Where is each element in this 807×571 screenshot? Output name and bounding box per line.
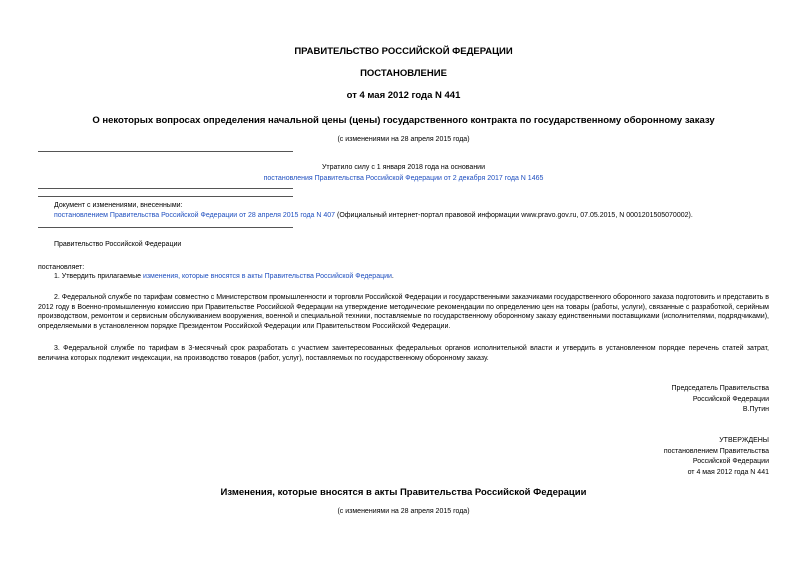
annex-title: Изменения, которые вносятся в акты Правительства Российской Федерации <box>220 487 587 498</box>
approval-heading: УТВЕРЖДЕНЫ <box>719 437 769 444</box>
amendments-link[interactable]: постановлением Правительства Российской Федерации от 28 апреля 2015 года N 407 <box>54 212 336 219</box>
document-title: О некоторых вопросах определения начальной цены (цены) государственного контракта по государственному оборонному заказу <box>92 115 715 126</box>
approval-line-3: Российской Федерации <box>692 458 769 465</box>
paragraph-3: 3. Федеральной службе по тарифам в 3-месячный срок разработать с участием заинтересованных федеральных органов исполнительной власти и утвердить в установленном порядке перечень статей затрат, величина которых подлежит индексации, на производство товаров (работ, услуг), поставляемых по государственному оборонному заказу. <box>38 345 769 362</box>
approval-line-2: постановлением Правительства <box>663 447 769 455</box>
signature-title: Председатель Правительства <box>671 385 769 392</box>
decides-text: постановляет: <box>38 264 85 271</box>
divider <box>38 188 293 189</box>
signature-country: Российской Федерации <box>692 395 769 403</box>
government-heading: ПРАВИТЕЛЬСТВО РОССИЙСКОЙ ФЕДЕРАЦИИ <box>294 46 513 57</box>
approval-block <box>664 436 769 478</box>
amendments-line <box>54 211 693 221</box>
amendments-label: Документ с изменениями, внесенными: <box>54 202 183 209</box>
void-notice-link[interactable]: постановления Правительства Российской Федерации от 2 декабря 2017 года N 1465 <box>263 175 544 182</box>
changes-note: (с изменениями на 28 апреля 2015 года) <box>337 136 470 143</box>
divider <box>38 151 293 152</box>
divider <box>38 227 293 228</box>
signature-name: В.Путин <box>742 406 769 413</box>
void-notice: Утратило силу с 1 января 2018 года на основании <box>321 164 486 171</box>
paragraph-2: 2. Федеральной службе по тарифам совместно с Министерством промышленности и торговли Российской Федерации и государственными заказчиками государственного оборонного заказа подготовить и представить в 2012 году в Военно-промышленную комиссию при Правительстве Российской Федерации на утверждение методические рекомендации по определению цен на товары (работы, услуги), связанные с разработкой, серийным производством, ремонтом и сервисным обслуживанием вооружения, военной и специальной техники, поставляемые по государственному оборонному заказу единственными поставщиками (исполнителями, подрядчиками), определяемыми в установленном порядке Президентом Российской Федерации или Правительством Российской Федерации. <box>38 294 769 330</box>
annex-changes-note: (с изменениями на 28 апреля 2015 года) <box>337 508 470 515</box>
approval-line-4: от 4 мая 2012 года N 441 <box>687 468 769 476</box>
divider <box>38 196 293 197</box>
document-type: ПОСТАНОВЛЕНИЕ <box>360 68 447 79</box>
signature-block <box>672 384 769 416</box>
document-date-number: от 4 мая 2012 года N 441 <box>346 90 461 101</box>
paragraph-1: 1. Утвердить прилагаемые изменения, которые вносятся в акты Правительства Российской Федерации. <box>54 273 394 280</box>
amendments-act-link[interactable]: изменения, которые вносятся в акты Правительства Российской Федерации <box>142 273 392 280</box>
intro-text: Правительство Российской Федерации <box>54 241 182 248</box>
amendments-source: (Официальный интернет-портал правовой информации www.pravo.gov.ru, 07.05.2015, N 0001201505070002). <box>335 212 693 219</box>
